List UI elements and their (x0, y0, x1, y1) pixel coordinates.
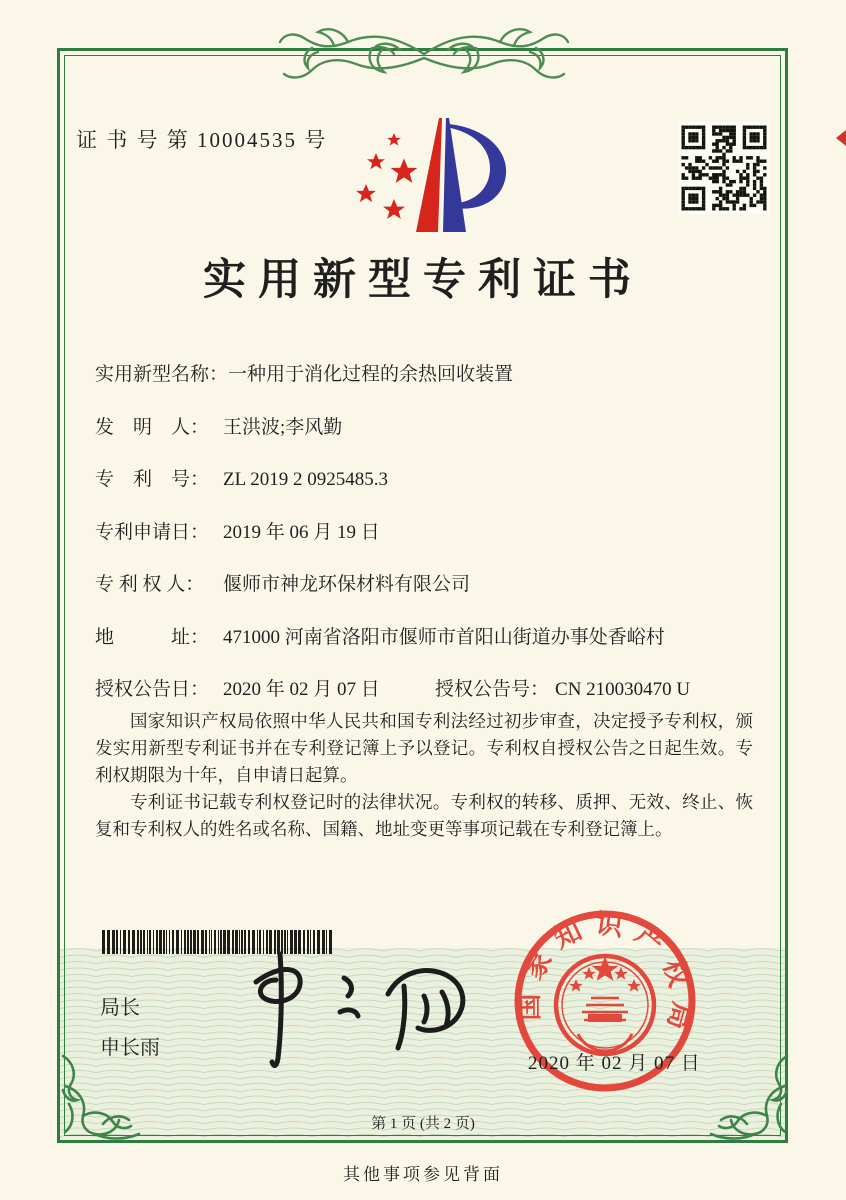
field-label: 实用新型名称： (95, 364, 229, 385)
grant-number-value: CN 210030470 U (555, 679, 691, 700)
field-value: 王洪波;李风勤 (223, 416, 343, 438)
logo-blue-wedge (443, 118, 466, 232)
field-row-utility-name (95, 360, 755, 390)
field-label: 发 明 人： (95, 416, 210, 438)
certificate-title: 实用新型专利证书 (203, 257, 643, 304)
legal-text (95, 708, 753, 843)
field-value: 2019 年 06 月 19 日 (223, 521, 380, 543)
field-row-inventor (95, 413, 755, 443)
field-row-address (95, 623, 755, 653)
seal-date: 2020 年 02 月 07 日 (528, 1053, 701, 1074)
cnipa-logo (342, 110, 514, 238)
certificate-number: 证 书 号 第 10004535 号 (76, 128, 328, 152)
field-row-grant (95, 675, 755, 705)
field-label: 专 利 号： (95, 469, 210, 490)
legal-paragraph-2: 专利证书记载专利权登记时的法律状况。专利权的转移、质押、无效、终止、恢复和专利权人的姓名或名称、国籍、地址变更等事项记载在专利登记簿上。 (95, 792, 753, 839)
seal-text: 国家知识产权局 (513, 908, 698, 1044)
field-value: ZL 2019 2 0925485.3 (223, 469, 389, 490)
field-value: 一种用于消化过程的余热回收装置 (228, 364, 514, 385)
top-border-ornament (276, 2, 572, 98)
field-value: 471000 河南省洛阳市偃师市首阳山街道办事处香峪村 (223, 626, 665, 648)
grant-date-value: 2020 年 02 月 07 日 (223, 679, 380, 700)
field-list (95, 360, 755, 705)
legal-paragraph-1: 国家知识产权局依照中华人民共和国专利法经过初步审查，决定授予专利权，颁发实用新型专利证书并在专利登记簿上予以登记。专利权自授权公告之日起生效。专利权期限为十年，自申请日起算。 (95, 711, 753, 785)
field-label: 专 利 权 人： (95, 574, 205, 595)
logo-stars (356, 133, 418, 219)
scan-edge-mark (836, 130, 846, 146)
director-block (100, 988, 160, 1068)
field-row-patent-number (95, 465, 755, 495)
field-row-filing-date (95, 518, 755, 548)
director-title: 局长 (100, 997, 140, 1019)
field-label: 地 址： (95, 626, 210, 648)
field-label: 专利申请日： (95, 521, 210, 543)
back-side-note: 其他事项参见背面 (343, 1165, 503, 1184)
field-value: 偃师市神龙环保材料有限公司 (223, 574, 471, 595)
grant-date-label: 授权公告日： (95, 679, 210, 700)
grant-number-label: 授权公告号： (435, 679, 550, 700)
director-name: 申长雨 (100, 1037, 160, 1059)
director-signature (228, 940, 478, 1075)
field-row-patentee (95, 570, 755, 600)
qr-code (678, 122, 770, 214)
logo-red-wedge (416, 118, 442, 232)
page-number: 第 1 页 (共 2 页) (371, 1116, 475, 1132)
seal-national-emblem (556, 956, 654, 1054)
